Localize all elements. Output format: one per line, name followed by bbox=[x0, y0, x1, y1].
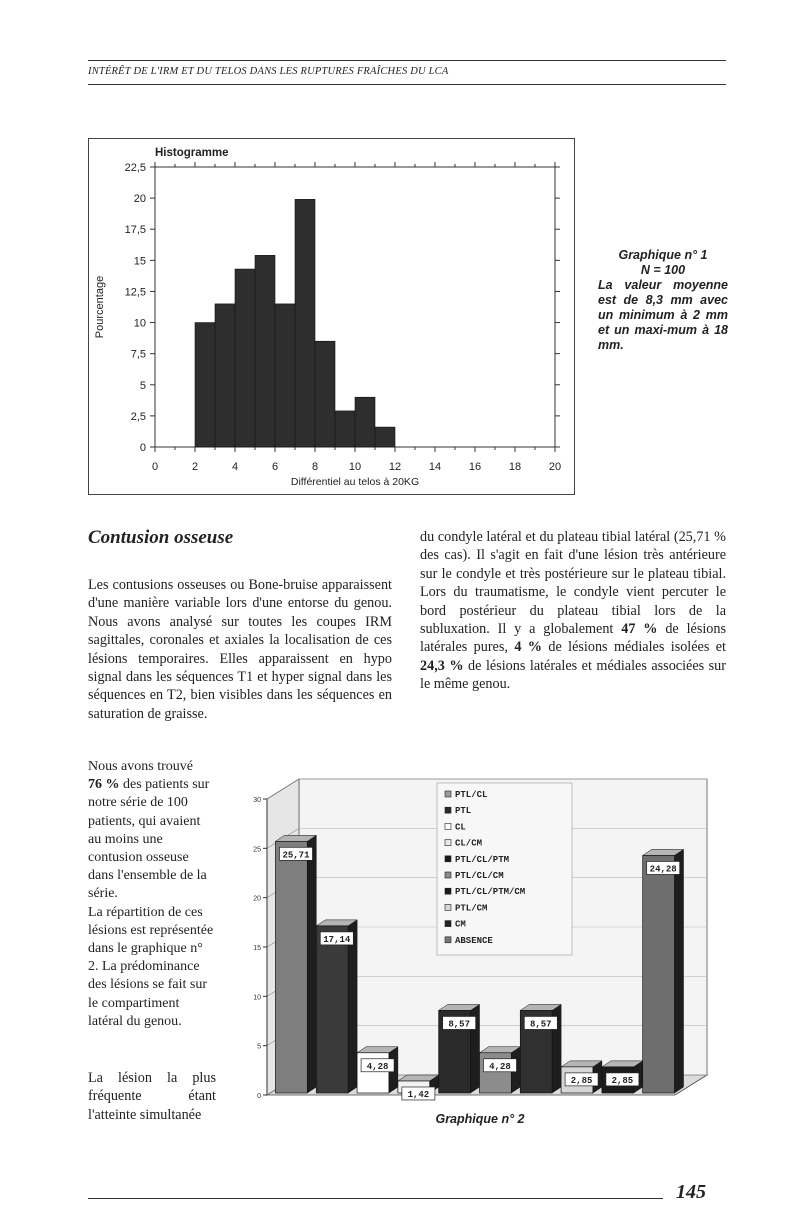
text-span: de lésions médiales isolées et bbox=[541, 639, 726, 656]
histogram-bar bbox=[195, 323, 215, 447]
value-label: 24,28 bbox=[649, 864, 677, 875]
y-tick-label: 30 bbox=[253, 797, 261, 804]
x-tick-label: 8 bbox=[311, 461, 319, 473]
value-label: 4,28 bbox=[366, 1061, 389, 1072]
y-tick-label: 10 bbox=[133, 317, 146, 330]
y-tick-label: 10 bbox=[253, 994, 261, 1002]
paragraph-narrow bbox=[88, 758, 216, 1031]
value-label: 2,85 bbox=[570, 1075, 593, 1086]
histogram-bar bbox=[255, 255, 275, 447]
legend-label: PTL/CL/CM bbox=[455, 871, 504, 881]
x-tick-label: 10 bbox=[348, 461, 362, 473]
bar-front bbox=[316, 926, 348, 1093]
figure2-caption: Graphique n° 2 bbox=[435, 1112, 525, 1126]
legend-label: PTL/CM bbox=[455, 903, 488, 914]
legend-marker bbox=[445, 840, 451, 846]
bar-side bbox=[675, 849, 684, 1093]
legend-marker bbox=[445, 937, 451, 943]
histogram-bar bbox=[315, 341, 335, 447]
x-tick-label: 2 bbox=[191, 461, 199, 473]
header-rule-top bbox=[88, 60, 726, 61]
y-tick-label: 15 bbox=[133, 255, 146, 268]
value-label: 1,42 bbox=[407, 1089, 430, 1100]
legend-marker bbox=[445, 872, 451, 878]
histogram-bar bbox=[275, 304, 295, 447]
text-span: de lésions latérales pures, bbox=[420, 621, 726, 656]
y-tick-label: 15 bbox=[253, 945, 261, 952]
histogram-bar bbox=[375, 427, 395, 447]
legend-marker bbox=[445, 921, 451, 927]
value-label: 8,57 bbox=[529, 1019, 552, 1030]
legend-label: CL/CM bbox=[455, 838, 483, 849]
value-label: 4,28 bbox=[489, 1061, 511, 1072]
text-span: La répartition de ces lésions est représentée dans le graphique n° 2. La prédominance des lésions se fait sur le compartiment latéral du genou. bbox=[88, 904, 214, 1029]
x-tick-label: 0 bbox=[151, 461, 159, 473]
bold-value: 76 % bbox=[88, 777, 120, 793]
y-tick-label: 20 bbox=[253, 895, 261, 903]
section-title: Contusion osseuse bbox=[88, 527, 234, 548]
legend-label: ABSENCE bbox=[455, 935, 493, 946]
legend-marker bbox=[445, 823, 451, 829]
figure1-caption-n: N = 100 bbox=[640, 263, 686, 277]
legend-marker bbox=[445, 888, 451, 894]
running-title: INTÉRÊT DE L'IRM ET DU TELOS DANS LES RUPTURES FRAÎCHES DU LCA bbox=[88, 66, 449, 77]
legend-marker bbox=[445, 791, 451, 797]
y-tick-label: 5 bbox=[257, 1043, 261, 1051]
x-axis-label: Différentiel au telos à 20KG bbox=[290, 476, 420, 488]
y-tick-label: 25 bbox=[253, 846, 261, 854]
legend-marker bbox=[445, 904, 451, 910]
y-tick-label: 17,5 bbox=[124, 224, 146, 237]
histogram-figure bbox=[88, 138, 575, 495]
x-tick-label: 16 bbox=[468, 461, 482, 473]
legend-label: PTL/CL bbox=[455, 790, 488, 800]
text-span: de lésions latérales et médiales associées sur le même genou. bbox=[420, 657, 726, 693]
legend-marker bbox=[445, 807, 451, 813]
histogram-bar bbox=[215, 304, 235, 447]
value-label: 2,85 bbox=[611, 1075, 634, 1086]
header-rule-bottom bbox=[88, 84, 726, 85]
y-tick-label: 12,5 bbox=[124, 286, 146, 299]
histogram-bar bbox=[295, 199, 315, 447]
legend-marker bbox=[445, 856, 451, 862]
value-label: 8,57 bbox=[448, 1019, 470, 1030]
y-tick-label: 22,5 bbox=[124, 162, 146, 174]
chart-title: Histogramme bbox=[155, 147, 229, 159]
bold-value: 4 % bbox=[514, 639, 542, 656]
legend-label: PTL/CL/PTM/CM bbox=[455, 887, 526, 898]
histogram-chart bbox=[89, 139, 576, 496]
y-tick-label: 0 bbox=[257, 1093, 261, 1100]
x-tick-label: 14 bbox=[428, 461, 442, 473]
text-span: du condyle latéral et du plateau tibial latéral (25,71 % des cas). Il s'agit en fait d'une lésion très antérieure sur le condyle et très postérieure sur le plateau tibial. Lors du traumatisme, le condyle vient percuter le bord postérieur du plateau tibial lors de la subluxation. Il y a globalement bbox=[420, 529, 726, 638]
figure1-caption-body: La valeur moyenne est de 8,3 mm avec un minimum à 2 mm et un maxi-mum à 18 mm. bbox=[598, 278, 728, 352]
y-tick-label: 2,5 bbox=[130, 410, 146, 423]
bar-side bbox=[307, 835, 316, 1093]
y-tick-label: 20 bbox=[133, 193, 146, 206]
bold-value: 47 % bbox=[621, 621, 658, 638]
x-tick-label: 20 bbox=[548, 461, 562, 473]
text-span: des patients sur notre série de 100 patients, qui avaient au moins une contusion osseuse dans l'ensemble de la série. bbox=[88, 777, 210, 902]
bar-side bbox=[348, 920, 357, 1093]
histogram-bar bbox=[235, 269, 255, 447]
value-label: 25,71 bbox=[282, 850, 310, 861]
y-tick-label: 5 bbox=[139, 379, 146, 392]
paragraph-narrow-end: La lésion la plus fréquente étant l'atteinte simultanée bbox=[88, 1070, 216, 1123]
legend-label: PTL bbox=[455, 806, 472, 817]
legend-label: PTL/CL/PTM bbox=[455, 854, 510, 865]
bar-chart-3d bbox=[232, 758, 728, 1110]
legend-label: CM bbox=[455, 919, 466, 930]
y-tick-label: 0 bbox=[139, 442, 146, 454]
histogram-bar bbox=[355, 397, 375, 447]
y-axis-label: Pourcentage bbox=[94, 275, 106, 339]
x-tick-label: 12 bbox=[388, 461, 402, 473]
page-number: 145 bbox=[676, 1181, 706, 1203]
bar-front bbox=[643, 855, 675, 1093]
text-span: Nous avons trouvé bbox=[88, 759, 193, 774]
paragraph-right bbox=[420, 528, 726, 694]
paragraph-left: Les contusions osseuses ou Bone-bruise apparaissent d'une manière variable lors d'une entorse du genou. Nous avons analysé sur toutes les coupes IRM sagittales, coronales et axiales la localisation de ces lésions temporaires. Elles apparaissent en hypo signal dans les séquences T1 et hyper signal dans les séquences en T2, bien visibles dans les séquences en saturation de graisse. bbox=[88, 577, 392, 722]
bar-front bbox=[275, 841, 307, 1093]
bar-chart-figure bbox=[232, 758, 728, 1110]
bold-value: 24,3 % bbox=[420, 657, 464, 674]
x-tick-label: 18 bbox=[508, 461, 522, 473]
x-tick-label: 4 bbox=[231, 461, 239, 473]
value-label: 17,14 bbox=[323, 934, 351, 945]
x-tick-label: 6 bbox=[271, 461, 279, 473]
figure1-caption bbox=[598, 248, 728, 353]
figure1-caption-title: Graphique n° 1 bbox=[618, 248, 708, 262]
legend-label: CL bbox=[455, 822, 466, 833]
histogram-bar bbox=[335, 411, 355, 447]
y-tick-label: 7,5 bbox=[130, 348, 146, 361]
footer-rule bbox=[88, 1198, 663, 1199]
